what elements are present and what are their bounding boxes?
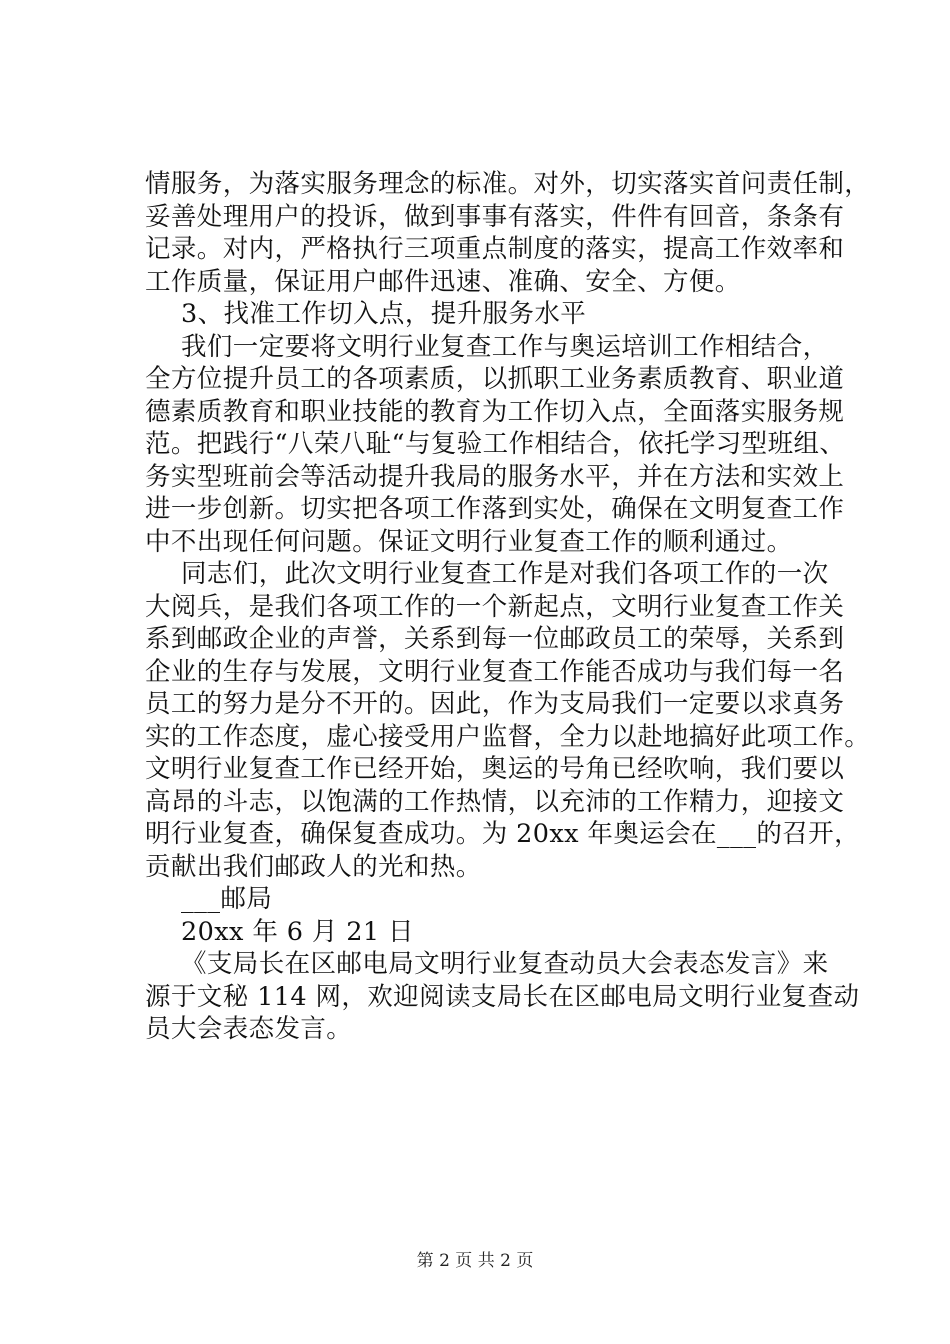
text-line: 全方位提升员工的各项素质，以抓职工业务素质教育、职业道 bbox=[145, 364, 845, 394]
source-note: 员大会表态发言。 bbox=[145, 1014, 353, 1044]
section-heading: 3、找准工作切入点，提升服务水平 bbox=[181, 299, 587, 329]
text-line: 范。把践行“八荣八耻“与复验工作相结合，依托学习型班组、 bbox=[145, 429, 846, 459]
text-line: 贡献出我们邮政人的光和热。 bbox=[145, 851, 482, 882]
text-line: 员工的努力是分不开的。因此，作为支局我们一定要以求真务 bbox=[145, 689, 845, 719]
text-line: 同志们，此次文明行业复查工作是对我们各项工作的一次 bbox=[181, 559, 829, 589]
page-number: 第 2 页 共 2 页 bbox=[416, 1251, 534, 1271]
text-line: 情服务，为落实服务理念的标准。对外，切实落实首问责任制， bbox=[145, 169, 871, 199]
text-line: 我们一定要将文明行业复查工作与奥运培训工作相结合， bbox=[181, 331, 829, 362]
document-body bbox=[145, 168, 871, 1046]
source-note: 源于文秘 114 网，欢迎阅读支局长在区邮电局文明行业复查动 bbox=[145, 981, 860, 1012]
text-line: 妥善处理用户的投诉，做到事事有落实，件件有回音，条条有 bbox=[145, 201, 845, 232]
text-line: 记录。对内，严格执行三项重点制度的落实，提高工作效率和 bbox=[145, 234, 845, 264]
text-line: 明行业复查，确保复查成功。为 20xx 年奥运会在___的召开， bbox=[145, 819, 860, 849]
text-line: 大阅兵，是我们各项工作的一个新起点，文明行业复查工作关 bbox=[145, 591, 845, 622]
text-line: 系到邮政企业的声誉，关系到每一位邮政员工的荣辱，关系到 bbox=[145, 624, 845, 654]
text-line: 高昂的斗志，以饱满的工作热情，以充沛的工作精力，迎接文 bbox=[145, 786, 845, 817]
text-line: 工作质量，保证用户邮件迅速、准确、安全、方便。 bbox=[145, 266, 741, 297]
text-line: 企业的生存与发展，文明行业复查工作能否成功与我们每一名 bbox=[145, 656, 845, 687]
text-line: 进一步创新。切实把各项工作落到实处，确保在文明复查工作 bbox=[145, 494, 845, 524]
source-note: 《支局长在区邮电局文明行业复查动员大会表态发言》来 bbox=[181, 949, 829, 979]
text-line: 中不出现任何问题。保证文明行业复查工作的顺利通过。 bbox=[145, 526, 793, 557]
text-line: 文明行业复查工作已经开始，奥运的号角已经吹响，我们要以 bbox=[145, 754, 845, 784]
text-line: 务实型班前会等活动提升我局的服务水平，并在方法和实效上 bbox=[145, 461, 845, 492]
signature-date: 20xx 年 6 月 21 日 bbox=[181, 916, 414, 947]
signature-org: ___邮局 bbox=[181, 884, 273, 914]
text-line: 实的工作态度，虚心接受用户监督，全力以赴地搞好此项工作。 bbox=[145, 721, 871, 752]
text-line: 德素质教育和职业技能的教育为工作切入点，全面落实服务规 bbox=[145, 396, 845, 427]
